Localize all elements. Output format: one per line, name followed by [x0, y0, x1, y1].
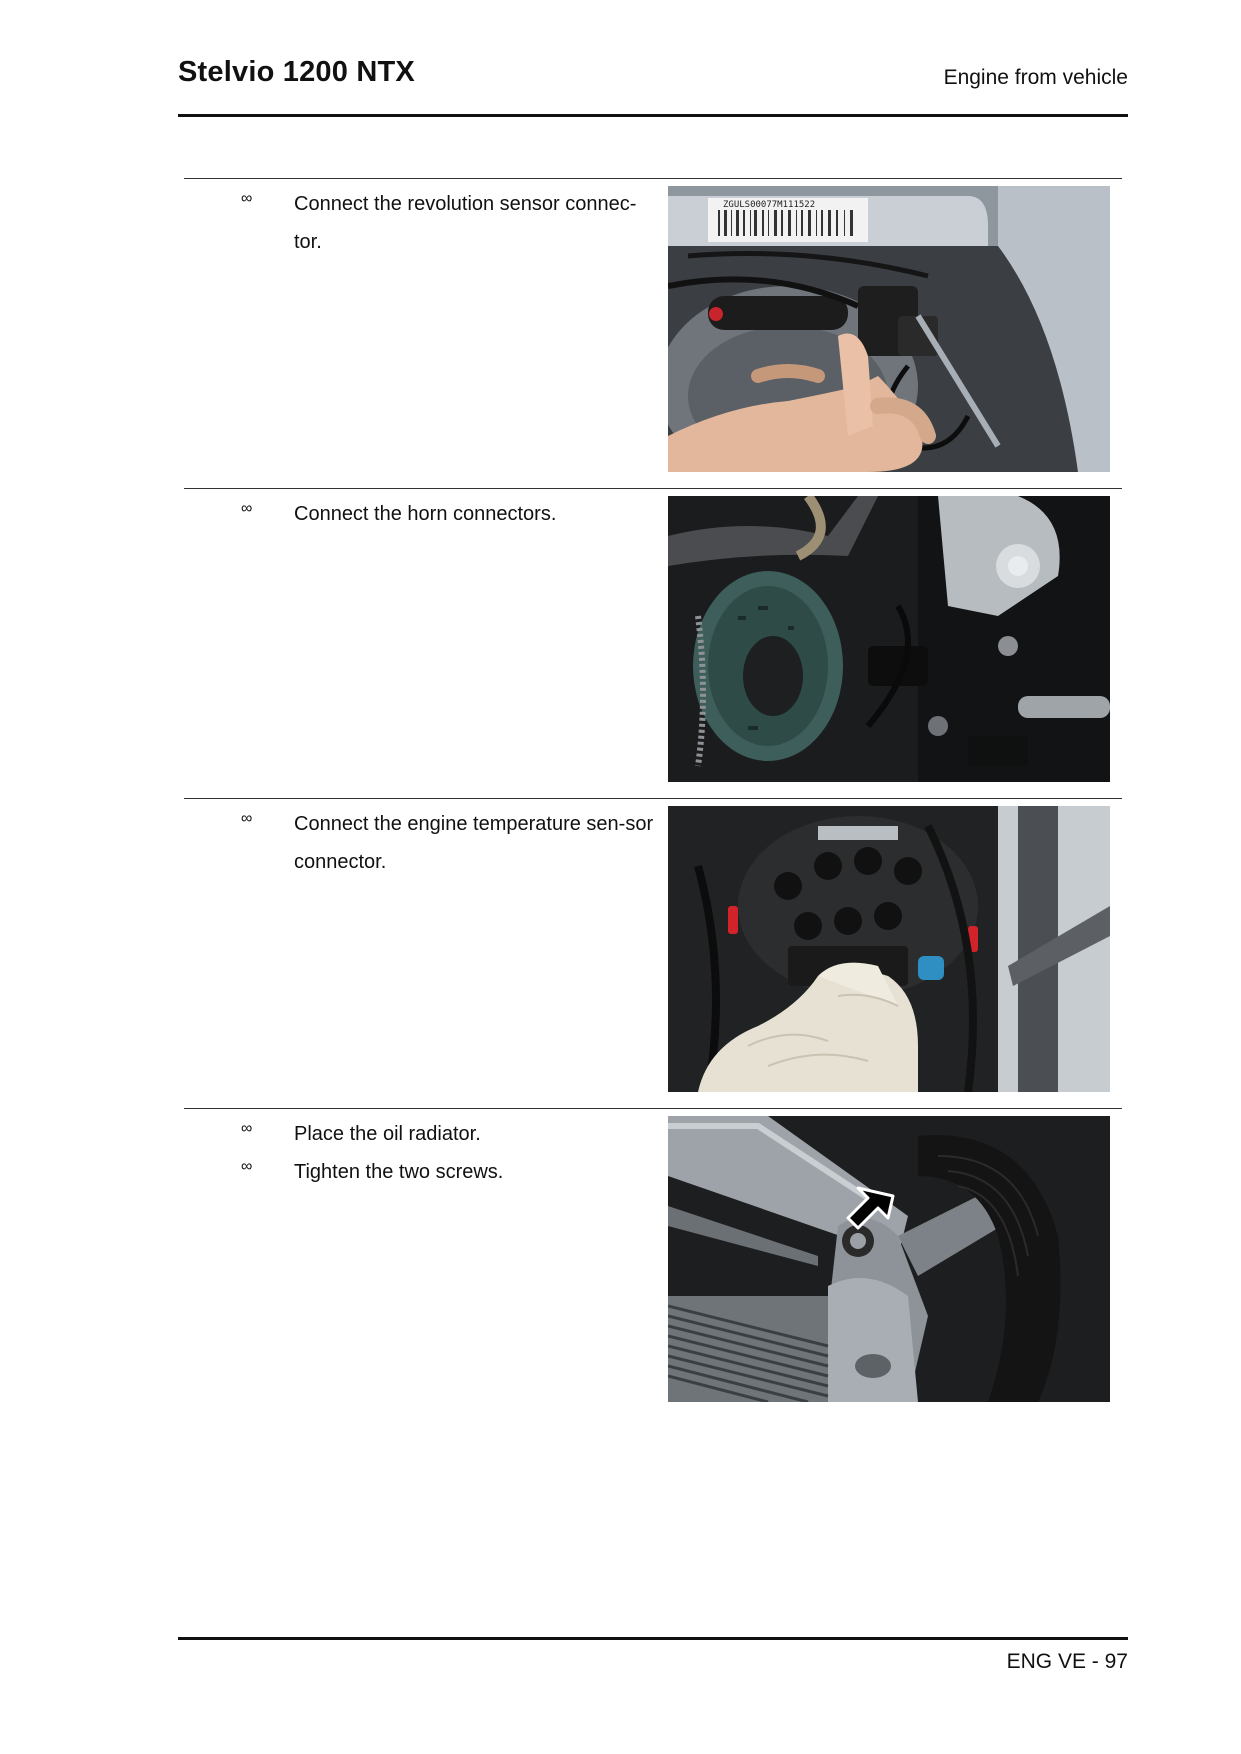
bullet-icon: ∞ [241, 190, 253, 207]
page-number: ENG VE - 97 [1006, 1650, 1128, 1673]
step-4-text [184, 1109, 654, 1185]
instruction-text: Place the oil radiator. [294, 1123, 481, 1145]
step-3-text [184, 799, 654, 877]
manual-title: Stelvio 1200 NTX [178, 56, 415, 88]
instruction-text: Connect the horn connectors. [294, 503, 557, 525]
page-header [178, 56, 1128, 117]
instruction-text: Connect the revolution sensor connec-tor. [294, 193, 637, 253]
step-3 [184, 798, 1122, 1099]
step-1 [184, 178, 1122, 479]
bullet-item [184, 489, 654, 527]
photo-horn-connectors [668, 496, 1110, 782]
bullet-icon: ∞ [241, 810, 253, 827]
photo-temperature-sensor-graphic [668, 806, 1110, 1092]
bullet-icon: ∞ [241, 500, 253, 517]
photo-oil-radiator-graphic [668, 1116, 1110, 1402]
step-1-text [184, 179, 654, 257]
photo-oil-radiator [668, 1116, 1110, 1402]
section-title: Engine from vehicle [943, 66, 1128, 89]
bullet-icon: ∞ [241, 1120, 253, 1137]
bullet-icon: ∞ [241, 1158, 253, 1175]
bullet-item [184, 1109, 654, 1147]
photo-horn-connectors-graphic [668, 496, 1110, 782]
step-4 [184, 1108, 1122, 1409]
photo-temperature-sensor [668, 806, 1110, 1092]
bullet-item [184, 179, 654, 257]
bullet-item [184, 799, 654, 877]
page-footer [178, 1637, 1128, 1673]
photo-revolution-sensor-graphic [668, 186, 1110, 472]
instruction-text: Connect the engine temperature sen-sor connector. [294, 813, 654, 873]
photo-label: ZGULS00077M111522 [723, 200, 816, 210]
step-2-text [184, 489, 654, 527]
bullet-item [184, 1147, 654, 1185]
step-2 [184, 488, 1122, 789]
photo-revolution-sensor [668, 186, 1110, 472]
instruction-text: Tighten the two screws. [294, 1161, 504, 1183]
